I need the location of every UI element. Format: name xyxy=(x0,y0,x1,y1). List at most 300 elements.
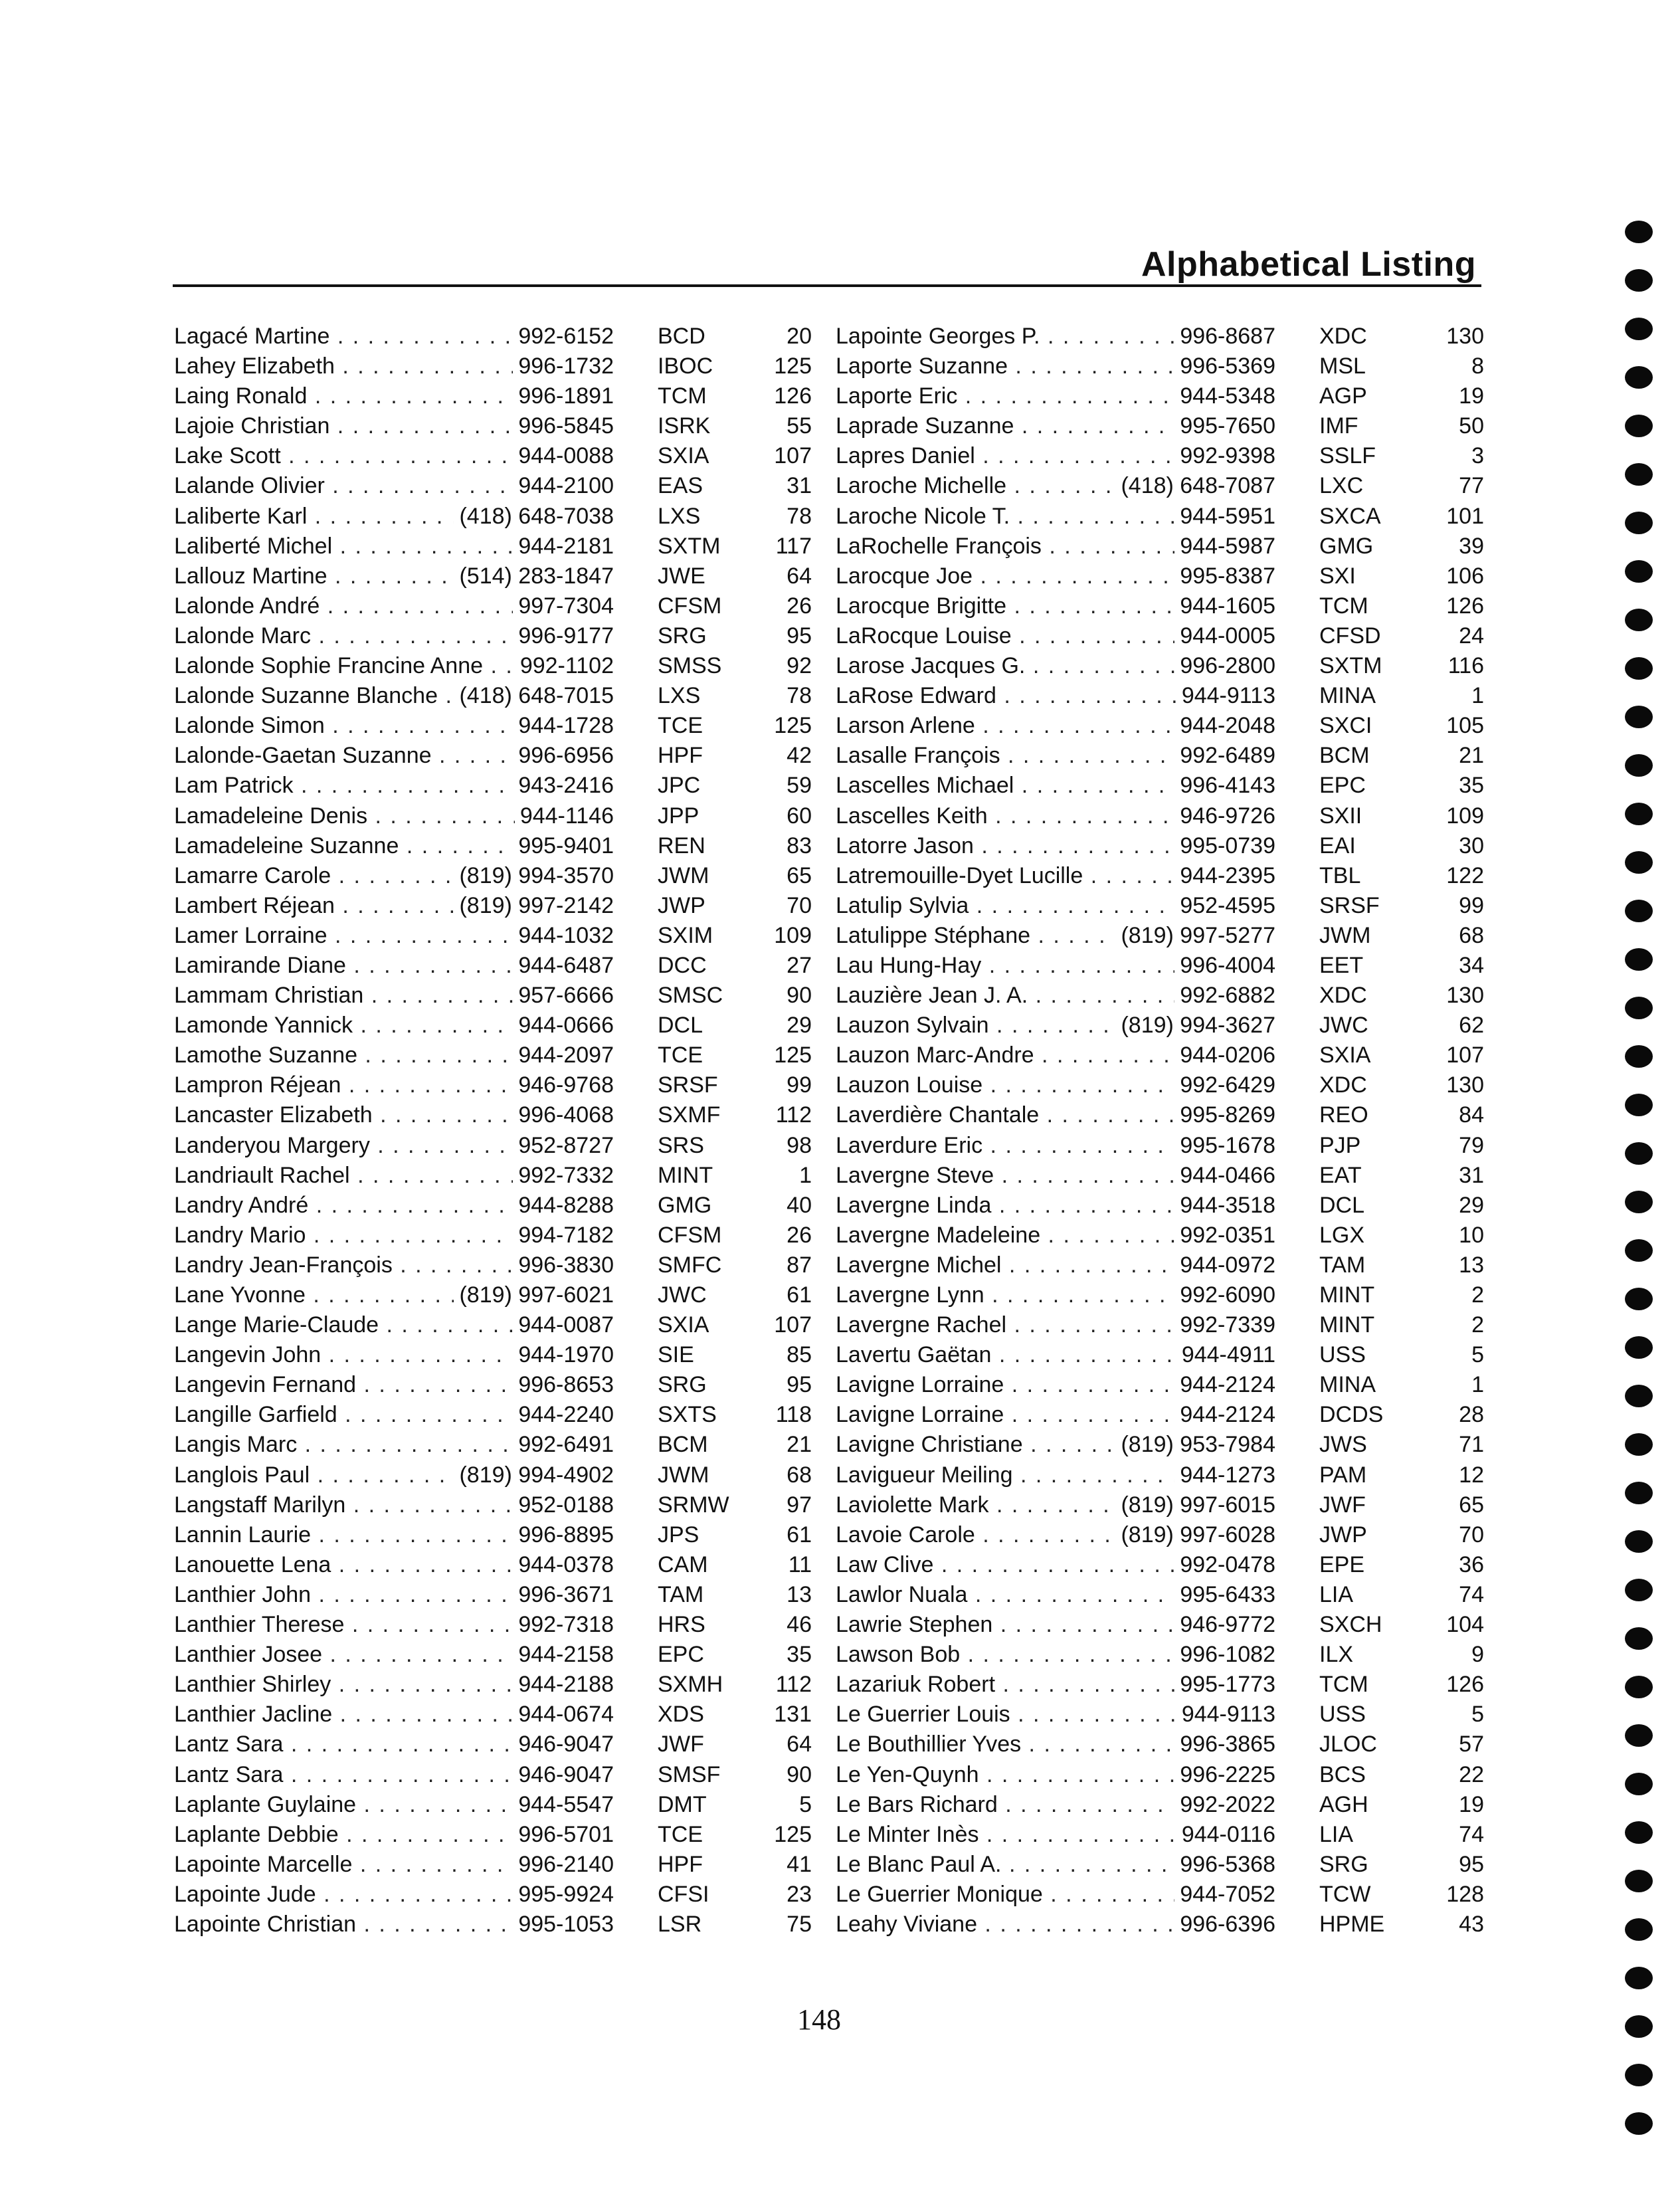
entry-code: EAS xyxy=(658,473,703,499)
entry-code: XDS xyxy=(658,1702,704,1728)
entry-room: 41 xyxy=(787,1851,812,1877)
entry-room: 68 xyxy=(1459,922,1484,948)
entry-name: Lanthier John xyxy=(174,1581,312,1607)
entry-name-leader xyxy=(174,1070,519,1100)
entry-name-leader xyxy=(174,1340,519,1370)
entry-code: JPC xyxy=(658,773,701,799)
entry-name: Le Guerrier Louis xyxy=(836,1702,1010,1728)
header-rule xyxy=(173,284,1481,287)
entry-name-leader xyxy=(174,831,519,861)
entry-name-leader xyxy=(174,801,519,831)
page-number: 148 xyxy=(797,2003,841,2036)
entry-code: LSR xyxy=(658,1911,702,1937)
entry-name-leader xyxy=(174,411,519,441)
entry-room: 101 xyxy=(1446,503,1484,529)
entry-phone: 944-2097 xyxy=(513,1041,614,1070)
entry-code: SXMH xyxy=(658,1672,723,1698)
binder-hole xyxy=(1625,2112,1653,2135)
entry-phone: 992-7318 xyxy=(513,1610,614,1640)
entry-room: 2 xyxy=(1471,1282,1484,1308)
entry-room: 3 xyxy=(1471,443,1484,469)
entry-name-leader xyxy=(174,1880,519,1910)
listing-row xyxy=(174,1011,812,1041)
entry-name-leader xyxy=(836,651,1181,681)
entry-room: 29 xyxy=(1459,1192,1484,1218)
entry-name-leader xyxy=(174,1131,519,1161)
listing-row xyxy=(836,441,1484,471)
listing-row xyxy=(174,1820,812,1850)
binder-hole xyxy=(1625,754,1653,777)
entry-room: 59 xyxy=(787,773,812,799)
entry-name: Laprade Suzanne xyxy=(836,413,1014,439)
entry-code: MINA xyxy=(1319,683,1376,709)
binder-hole xyxy=(1625,1288,1653,1310)
listing-row xyxy=(836,651,1484,681)
entry-code: ILX xyxy=(1319,1642,1354,1668)
entry-name: Lavigne Lorraine xyxy=(836,1372,1004,1398)
entry-name-leader xyxy=(836,771,1181,801)
entry-phone: 996-3865 xyxy=(1174,1730,1275,1759)
entry-code: JWM xyxy=(1319,922,1371,948)
listing-row xyxy=(174,1310,812,1340)
entry-phone: (819) 994-4902 xyxy=(454,1460,614,1490)
entry-room: 85 xyxy=(787,1342,812,1368)
binder-holes xyxy=(1625,221,1658,2161)
entry-code: SXMF xyxy=(658,1102,721,1128)
entry-code: MINT xyxy=(1319,1282,1375,1308)
entry-code: GMG xyxy=(658,1192,712,1218)
entry-name-leader xyxy=(836,1070,1181,1100)
entry-room: 19 xyxy=(1459,1791,1484,1817)
entry-phone: 946-9768 xyxy=(513,1070,614,1100)
listing-row xyxy=(836,801,1484,831)
listing-row xyxy=(836,1280,1484,1310)
listing-row xyxy=(836,322,1484,351)
binder-hole xyxy=(1625,1336,1653,1359)
entry-phone: 995-6433 xyxy=(1174,1580,1275,1610)
binder-hole xyxy=(1625,366,1653,389)
entry-name: Le Bouthillier Yves xyxy=(836,1732,1022,1757)
entry-name: Lauzon Sylvain xyxy=(836,1013,989,1039)
entry-phone: 944-5348 xyxy=(1174,381,1275,411)
entry-name: Langlois Paul xyxy=(174,1462,310,1488)
entry-phone: 944-1146 xyxy=(515,801,614,831)
entry-room: 5 xyxy=(799,1791,812,1817)
entry-name: Lavergne Steve xyxy=(836,1162,994,1188)
entry-code: TAM xyxy=(658,1581,704,1607)
entry-name-leader xyxy=(836,681,1181,711)
entry-name-leader xyxy=(836,1670,1181,1700)
entry-phone: 944-0466 xyxy=(1174,1161,1275,1191)
entry-name-leader xyxy=(836,1310,1181,1340)
entry-room: 30 xyxy=(1459,833,1484,858)
binder-hole xyxy=(1625,2015,1653,2038)
entry-code: SSLF xyxy=(1319,443,1376,469)
entry-phone: 944-0206 xyxy=(1174,1041,1275,1070)
listing-row xyxy=(174,441,812,471)
listing-row xyxy=(836,1790,1484,1820)
entry-name-leader xyxy=(836,1580,1181,1610)
listing-row xyxy=(174,711,812,741)
entry-name-leader xyxy=(836,351,1181,381)
listing-row xyxy=(836,471,1484,501)
binder-hole xyxy=(1625,803,1653,825)
entry-code: SRG xyxy=(658,1372,707,1398)
binder-hole xyxy=(1625,1676,1653,1698)
entry-name: Lantz Sara xyxy=(174,1761,284,1787)
entry-name-leader xyxy=(174,1670,519,1700)
listing-row xyxy=(836,381,1484,411)
entry-name-leader xyxy=(836,381,1181,411)
entry-room: 106 xyxy=(1446,563,1484,589)
entry-name-leader xyxy=(836,502,1181,532)
entry-room: 21 xyxy=(1459,743,1484,769)
entry-name-leader xyxy=(174,1640,519,1670)
entry-room: 98 xyxy=(787,1132,812,1158)
entry-name: Langevin Fernand xyxy=(174,1372,357,1398)
entry-phone: 996-2140 xyxy=(513,1850,614,1880)
entry-code: JWF xyxy=(658,1732,704,1757)
entry-room: 90 xyxy=(787,1761,812,1787)
entry-phone: (819) 953-7984 xyxy=(1115,1430,1275,1460)
entry-room: 95 xyxy=(787,1372,812,1398)
entry-name: Landry Jean-François xyxy=(174,1252,393,1278)
entry-name: Larose Jacques G. xyxy=(836,653,1026,679)
binder-hole xyxy=(1625,1239,1653,1262)
listing-row xyxy=(174,1760,812,1790)
listing-row xyxy=(836,351,1484,381)
entry-phone: 995-8387 xyxy=(1174,561,1275,591)
listing-row xyxy=(836,831,1484,861)
entry-name-leader xyxy=(836,1280,1181,1310)
listing-row xyxy=(836,1310,1484,1340)
entry-phone: 944-2100 xyxy=(513,471,614,501)
binder-hole xyxy=(1625,997,1653,1019)
entry-room: 79 xyxy=(1459,1132,1484,1158)
entry-code: SXCA xyxy=(1319,503,1381,529)
entry-name: Latremouille-Dyet Lucille xyxy=(836,862,1083,888)
entry-room: 65 xyxy=(787,862,812,888)
entry-code: TCM xyxy=(1319,593,1368,619)
entry-phone: 995-7650 xyxy=(1174,411,1275,441)
entry-name-leader xyxy=(836,1610,1181,1640)
entry-code: JPP xyxy=(658,803,700,829)
listing-row xyxy=(836,951,1484,981)
listing-row xyxy=(836,1820,1484,1850)
entry-phone: 996-2800 xyxy=(1174,651,1275,681)
binder-hole xyxy=(1625,1870,1653,1892)
entry-code: TCE xyxy=(658,1043,703,1068)
entry-phone: 944-6487 xyxy=(513,951,614,981)
listing-row xyxy=(174,1520,812,1550)
entry-name-leader xyxy=(174,951,519,981)
listing-row xyxy=(836,532,1484,561)
entry-room: 65 xyxy=(1459,1492,1484,1518)
entry-code: JWP xyxy=(1319,1522,1367,1547)
entry-phone: 944-5951 xyxy=(1174,502,1275,532)
listing-row xyxy=(174,1640,812,1670)
entry-room: 43 xyxy=(1459,1911,1484,1937)
entry-name: Lavigne Lorraine xyxy=(836,1402,1004,1428)
entry-code: XDC xyxy=(1319,324,1367,349)
entry-room: 42 xyxy=(787,743,812,769)
entry-phone: 996-3671 xyxy=(513,1580,614,1610)
listing-row xyxy=(836,1460,1484,1490)
entry-name: Lantz Sara xyxy=(174,1732,284,1757)
entry-code: JWM xyxy=(658,862,709,888)
entry-code: TBL xyxy=(1319,862,1361,888)
entry-name-leader xyxy=(174,711,519,741)
binder-hole xyxy=(1625,1627,1653,1650)
listing-row xyxy=(836,1880,1484,1910)
entry-code: JWP xyxy=(658,892,705,918)
listing-row xyxy=(174,1100,812,1130)
entry-name: Lanthier Therese xyxy=(174,1612,345,1638)
listing-row xyxy=(836,1131,1484,1161)
listing-row xyxy=(836,1041,1484,1070)
listing-row xyxy=(836,411,1484,441)
entry-name: Lammam Christian xyxy=(174,983,364,1009)
entry-name-leader xyxy=(836,1041,1181,1070)
entry-name-leader xyxy=(174,1250,519,1280)
entry-phone: 944-2048 xyxy=(1174,711,1275,741)
entry-name-leader xyxy=(174,1820,519,1850)
entry-room: 70 xyxy=(787,892,812,918)
entry-room: 62 xyxy=(1459,1013,1484,1039)
entry-phone: 944-0005 xyxy=(1174,621,1275,651)
entry-name: Laing Ronald xyxy=(174,383,308,409)
entry-code: DCDS xyxy=(1319,1402,1384,1428)
entry-name-leader xyxy=(836,891,1181,921)
entry-name: Lagacé Martine xyxy=(174,324,330,349)
entry-name: Lamirande Diane xyxy=(174,952,346,978)
entry-code: MINT xyxy=(1319,1312,1375,1338)
listing-row xyxy=(174,1250,812,1280)
entry-room: 39 xyxy=(1459,533,1484,559)
entry-name-leader xyxy=(174,322,519,351)
entry-name: Laplante Guylaine xyxy=(174,1791,357,1817)
entry-name: Lampron Réjean xyxy=(174,1072,341,1098)
entry-name: Lamadeleine Suzanne xyxy=(174,833,399,858)
entry-room: 125 xyxy=(774,1043,812,1068)
entry-room: 26 xyxy=(787,1222,812,1248)
entry-code: SRSF xyxy=(658,1072,718,1098)
entry-name-leader xyxy=(836,322,1181,351)
entry-phone: 995-9924 xyxy=(513,1880,614,1910)
entry-phone: 946-9047 xyxy=(513,1730,614,1759)
entry-name: Lavergne Madeleine xyxy=(836,1222,1041,1248)
entry-phone: 992-0478 xyxy=(1174,1550,1275,1580)
entry-room: 5 xyxy=(1471,1342,1484,1368)
entry-phone: 992-0351 xyxy=(1174,1221,1275,1250)
entry-room: 130 xyxy=(1446,1072,1484,1098)
binder-hole xyxy=(1625,609,1653,631)
entry-phone: 996-5368 xyxy=(1174,1850,1275,1880)
listing-row xyxy=(174,1191,812,1221)
entry-name: Lascelles Keith xyxy=(836,803,988,829)
entry-phone: 944-9113 xyxy=(1176,681,1275,711)
entry-room: 125 xyxy=(774,353,812,379)
entry-code: SMSC xyxy=(658,983,723,1009)
listing-row xyxy=(836,621,1484,651)
entry-room: 57 xyxy=(1459,1732,1484,1757)
listing-row xyxy=(836,1161,1484,1191)
entry-name-leader xyxy=(174,1580,519,1610)
entry-room: 125 xyxy=(774,713,812,739)
entry-room: 109 xyxy=(774,922,812,948)
entry-name: Laverdure Eric xyxy=(836,1132,983,1158)
entry-phone: 992-1102 xyxy=(515,651,614,681)
entry-room: 64 xyxy=(787,563,812,589)
entry-code: SXCI xyxy=(1319,713,1372,739)
entry-room: 92 xyxy=(787,653,812,679)
entry-code: SXIA xyxy=(658,1312,709,1338)
entry-code: LGX xyxy=(1319,1222,1365,1248)
binder-hole xyxy=(1625,851,1653,874)
entry-code: JWM xyxy=(658,1462,709,1488)
binder-hole xyxy=(1625,1724,1653,1747)
entry-phone: 944-2158 xyxy=(513,1640,614,1670)
listing-row xyxy=(836,1670,1484,1700)
entry-phone: 995-1678 xyxy=(1174,1131,1275,1161)
entry-code: SRG xyxy=(658,623,707,648)
listing-row xyxy=(174,1430,812,1460)
listing-row xyxy=(174,741,812,771)
entry-room: 9 xyxy=(1471,1642,1484,1668)
entry-code: USS xyxy=(1319,1342,1366,1368)
entry-code: BCM xyxy=(1319,743,1370,769)
entry-code: SXI xyxy=(1319,563,1356,589)
binder-hole xyxy=(1625,948,1653,971)
listing-row xyxy=(836,1191,1484,1221)
entry-room: 117 xyxy=(775,533,812,559)
entry-phone: 995-8269 xyxy=(1174,1100,1275,1130)
entry-code: SRSF xyxy=(1319,892,1380,918)
entry-room: 125 xyxy=(774,1821,812,1847)
entry-name: Latorre Jason xyxy=(836,833,974,858)
entry-room: 109 xyxy=(1446,803,1484,829)
entry-room: 95 xyxy=(1459,1851,1484,1877)
entry-phone: 995-1773 xyxy=(1174,1670,1275,1700)
entry-name: Lapointe Christian xyxy=(174,1911,357,1937)
entry-phone: 944-2124 xyxy=(1174,1370,1275,1400)
entry-room: 13 xyxy=(1459,1252,1484,1278)
listing-row xyxy=(836,1760,1484,1790)
entry-name-leader xyxy=(836,741,1181,771)
entry-code: SRMW xyxy=(658,1492,729,1518)
entry-room: 31 xyxy=(1459,1162,1484,1188)
entry-phone: (819) 997-5277 xyxy=(1115,921,1275,951)
listing-column-right xyxy=(836,322,1484,1939)
entry-name: Lasalle François xyxy=(836,743,1000,769)
entry-phone: 952-8727 xyxy=(513,1131,614,1161)
entry-room: 35 xyxy=(787,1642,812,1668)
listing-row xyxy=(836,1520,1484,1550)
entry-phone: 992-9398 xyxy=(1174,441,1275,471)
entry-code: SMSF xyxy=(658,1761,721,1787)
entry-room: 107 xyxy=(1446,1043,1484,1068)
listing-row xyxy=(174,1221,812,1250)
entry-phone: 996-1732 xyxy=(513,351,614,381)
entry-room: 74 xyxy=(1459,1581,1484,1607)
entry-phone: 996-8687 xyxy=(1174,322,1275,351)
entry-phone: 992-6489 xyxy=(1174,741,1275,771)
entry-name-leader xyxy=(174,591,519,621)
entry-code: SXIA xyxy=(1319,1043,1371,1068)
entry-code: XDC xyxy=(1319,1072,1367,1098)
entry-name: LaRose Edward xyxy=(836,683,996,709)
entry-name-leader xyxy=(836,1910,1181,1939)
entry-phone: 944-7052 xyxy=(1174,1880,1275,1910)
binder-hole xyxy=(1625,1045,1653,1068)
entry-code: LXS xyxy=(658,503,701,529)
entry-name: Lawrie Stephen xyxy=(836,1612,993,1638)
entry-name-leader xyxy=(174,651,519,681)
binder-hole xyxy=(1625,900,1653,922)
entry-code: AGP xyxy=(1319,383,1367,409)
entry-room: 55 xyxy=(787,413,812,439)
entry-name: Lalonde Simon xyxy=(174,713,325,739)
listing-column-left xyxy=(174,322,812,1939)
binder-hole xyxy=(1625,463,1653,486)
entry-phone: 996-8653 xyxy=(513,1370,614,1400)
entry-name: Lalonde André xyxy=(174,593,320,619)
listing-row xyxy=(174,591,812,621)
entry-room: 1 xyxy=(799,1162,812,1188)
entry-name: Lapointe Marcelle xyxy=(174,1851,353,1877)
entry-name-leader xyxy=(836,1700,1181,1730)
listing-row xyxy=(836,741,1484,771)
entry-name-leader xyxy=(836,1131,1181,1161)
entry-name-leader xyxy=(836,1370,1181,1400)
listing-row xyxy=(836,771,1484,801)
entry-code: IMF xyxy=(1319,413,1358,439)
entry-phone: 996-4068 xyxy=(513,1100,614,1130)
entry-phone: 992-6882 xyxy=(1174,981,1275,1011)
entry-phone: 992-6491 xyxy=(513,1430,614,1460)
listing-row xyxy=(174,381,812,411)
entry-name: Landriault Rachel xyxy=(174,1162,350,1188)
entry-room: 104 xyxy=(1446,1612,1484,1638)
entry-room: 24 xyxy=(1459,623,1484,648)
entry-phone: 944-1970 xyxy=(513,1340,614,1370)
entry-code: TCE xyxy=(658,1821,703,1847)
entry-room: 130 xyxy=(1446,983,1484,1009)
listing-row xyxy=(836,921,1484,951)
entry-name: Lalonde-Gaetan Suzanne xyxy=(174,743,432,769)
entry-code: HPF xyxy=(658,1851,703,1877)
listing-row xyxy=(836,1340,1484,1370)
entry-code: MSL xyxy=(1319,353,1366,379)
entry-room: 131 xyxy=(774,1702,812,1728)
entry-name: Lam Patrick xyxy=(174,773,294,799)
listing-row xyxy=(174,1700,812,1730)
listing-row xyxy=(836,1011,1484,1041)
entry-name: Larocque Joe xyxy=(836,563,973,589)
binder-hole xyxy=(1625,1530,1653,1553)
entry-code: USS xyxy=(1319,1702,1366,1728)
entry-name: Lalonde Suzanne Blanche xyxy=(174,683,438,709)
entry-name-leader xyxy=(174,1790,519,1820)
entry-room: 1 xyxy=(1471,1372,1484,1398)
entry-code: SIE xyxy=(658,1342,694,1368)
entry-phone: 996-4004 xyxy=(1174,951,1275,981)
entry-room: 50 xyxy=(1459,413,1484,439)
entry-name: Lau Hung-Hay xyxy=(836,952,982,978)
listing-row xyxy=(174,532,812,561)
listing-row xyxy=(174,1460,812,1490)
binder-hole xyxy=(1625,1918,1653,1941)
